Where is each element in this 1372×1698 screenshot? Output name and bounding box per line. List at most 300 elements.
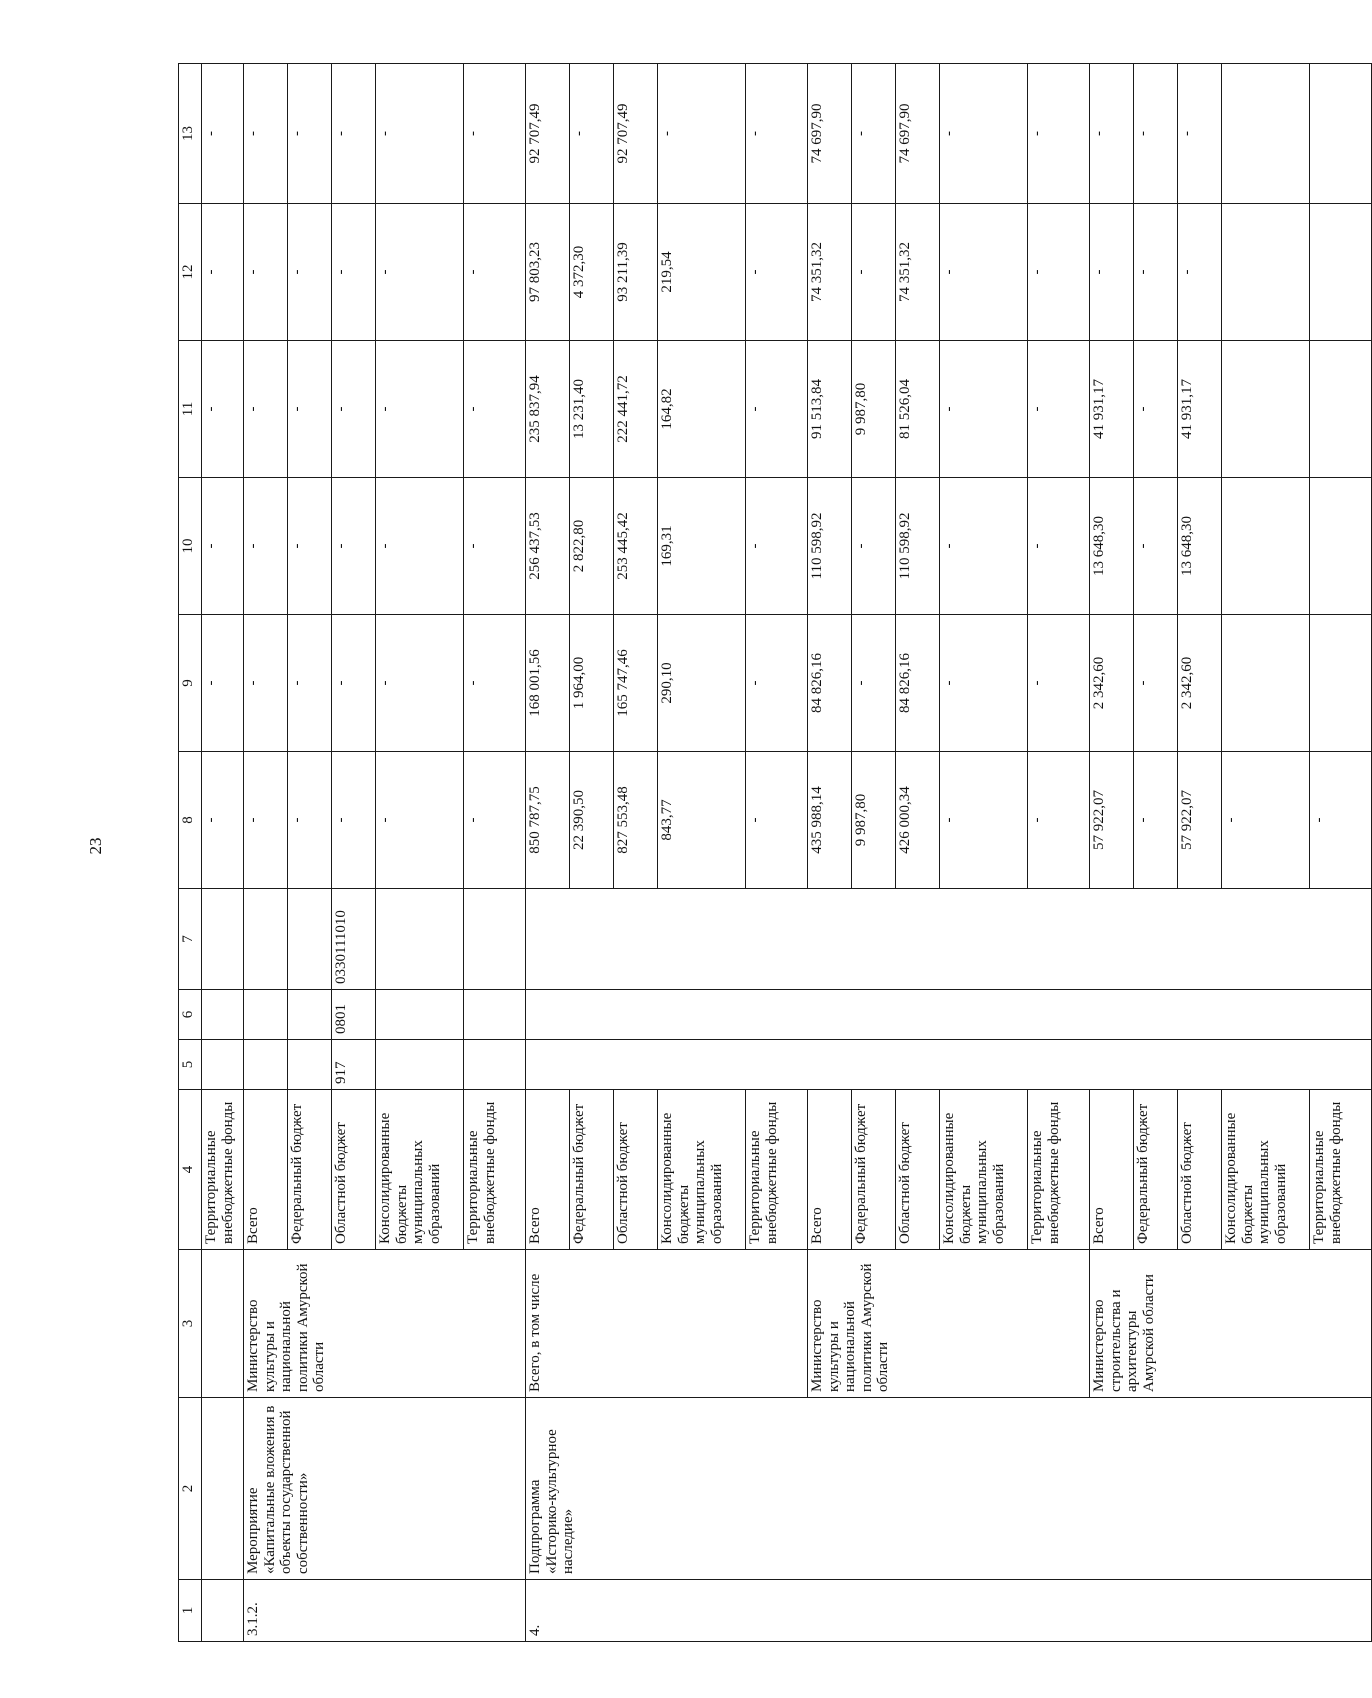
amount-cell xyxy=(658,615,746,752)
amount-cell xyxy=(658,478,746,615)
code-cell xyxy=(202,990,244,1040)
funding-source: Областной бюджет xyxy=(332,1090,376,1250)
amount-value: 164,82 xyxy=(659,388,675,430)
amount-cell xyxy=(746,478,808,615)
amount-value xyxy=(1223,483,1240,609)
amount-cell xyxy=(1178,478,1222,615)
column-number: 12 xyxy=(179,204,202,341)
amount-value: - xyxy=(333,406,349,412)
amount-cell xyxy=(1090,204,1134,341)
amount-cell xyxy=(244,478,288,615)
page-number: 23 xyxy=(86,837,105,855)
code-csr xyxy=(464,889,526,990)
funding-source: Консолидированные бюджеты муниципальных образований xyxy=(658,1090,746,1250)
amount-value: 13 648,30 xyxy=(1091,516,1107,576)
amount-cell xyxy=(202,478,244,615)
amount-value: 57 922,07 xyxy=(1179,790,1195,850)
amount-value: 74 351,32 xyxy=(809,242,825,302)
amount-cell xyxy=(1090,615,1134,752)
amount-value: - xyxy=(289,680,305,686)
amount-cell xyxy=(1310,341,1372,478)
amount-value: - xyxy=(1179,269,1195,275)
amount-cell xyxy=(614,64,658,204)
amount-cell xyxy=(244,204,288,341)
code-csr xyxy=(376,889,464,990)
amount-value: - xyxy=(747,269,763,275)
funding-source: Территориальные внебюджетные фонды xyxy=(1310,1090,1372,1250)
amount-value: 91 513,84 xyxy=(809,379,825,439)
amount-value: - xyxy=(289,406,305,412)
amount-cell xyxy=(1178,752,1222,889)
amount-cell xyxy=(332,204,376,341)
amount-cell xyxy=(852,64,896,204)
amount-value: - xyxy=(1223,817,1239,823)
amount-cell xyxy=(614,752,658,889)
amount-cell xyxy=(526,341,570,478)
column-number: 9 xyxy=(179,615,202,752)
amount-value: - xyxy=(853,680,869,686)
amount-value: 110 598,92 xyxy=(809,512,825,580)
amount-cell xyxy=(1310,204,1372,341)
amount-cell xyxy=(896,478,940,615)
amount-cell xyxy=(288,478,332,615)
funding-source: Территориальные внебюджетные фонды xyxy=(746,1090,808,1250)
funding-source: Федеральный бюджет xyxy=(852,1090,896,1250)
amount-value: - xyxy=(941,680,957,686)
table-row xyxy=(202,64,244,1642)
amount-cell xyxy=(202,341,244,478)
amount-value: - xyxy=(203,680,219,686)
amount-value xyxy=(1223,346,1240,472)
amount-value: - xyxy=(289,131,305,136)
amount-value: - xyxy=(571,131,587,136)
amount-value: - xyxy=(1029,131,1045,136)
amount-cell xyxy=(1028,752,1090,889)
amount-cell xyxy=(1222,752,1310,889)
amount-value: - xyxy=(203,543,219,549)
amount-value: 84 826,16 xyxy=(897,653,913,713)
amount-value: - xyxy=(1135,817,1151,823)
amount-value: 22 390,50 xyxy=(571,790,587,850)
amount-cell xyxy=(1090,478,1134,615)
amount-value: - xyxy=(333,131,349,136)
amount-cell xyxy=(464,341,526,478)
code-rzpr xyxy=(244,990,288,1040)
amount-cell xyxy=(1222,204,1310,341)
amount-cell xyxy=(746,615,808,752)
amount-cell xyxy=(1310,752,1372,889)
amount-cell xyxy=(808,341,852,478)
amount-cell xyxy=(746,341,808,478)
amount-value: 235 837,94 xyxy=(527,375,543,443)
amount-value: - xyxy=(1029,543,1045,549)
code-cell xyxy=(526,889,1372,990)
amount-cell xyxy=(1028,478,1090,615)
amount-value: - xyxy=(377,680,393,686)
amount-cell xyxy=(376,615,464,752)
code-csr: 0330111010 xyxy=(332,889,376,990)
amount-cell xyxy=(808,615,852,752)
amount-cell xyxy=(526,64,570,204)
column-number: 3 xyxy=(179,1250,202,1398)
amount-value: - xyxy=(377,817,393,823)
amount-value: - xyxy=(747,406,763,412)
amount-cell xyxy=(1134,341,1178,478)
amount-value xyxy=(1311,620,1328,746)
amount-cell xyxy=(570,204,614,341)
amount-value: - xyxy=(465,131,481,136)
amount-value: 168 001,56 xyxy=(527,649,543,717)
amount-cell xyxy=(1178,615,1222,752)
table-row xyxy=(526,64,570,1642)
amount-value: 426 000,34 xyxy=(897,786,913,854)
amount-value: - xyxy=(203,131,219,136)
amount-value: - xyxy=(1029,269,1045,275)
amount-cell xyxy=(1028,204,1090,341)
name-cell xyxy=(202,1398,244,1580)
amount-value: 222 441,72 xyxy=(615,375,631,443)
code-cell xyxy=(202,889,244,990)
amount-cell xyxy=(658,752,746,889)
amount-cell xyxy=(940,615,1028,752)
amount-value: 57 922,07 xyxy=(1091,790,1107,850)
code-rzpr xyxy=(376,990,464,1040)
amount-value: - xyxy=(465,269,481,275)
amount-cell xyxy=(376,204,464,341)
amount-value: - xyxy=(1135,680,1151,686)
amount-cell xyxy=(570,64,614,204)
amount-value: - xyxy=(1135,131,1151,136)
amount-value: - xyxy=(1135,543,1151,549)
measure-name: Мероприятие «Капитальные вложения в объекты государственной собственности» xyxy=(244,1398,526,1580)
amount-cell xyxy=(1222,615,1310,752)
code-grbs xyxy=(376,1040,464,1090)
row-number: 3.1.2. xyxy=(244,1580,526,1642)
amount-cell xyxy=(526,204,570,341)
amount-cell xyxy=(746,204,808,341)
column-number: 11 xyxy=(179,341,202,478)
column-number: 8 xyxy=(179,752,202,889)
amount-value: - xyxy=(289,817,305,823)
amount-cell xyxy=(940,341,1028,478)
amount-cell xyxy=(896,204,940,341)
amount-cell xyxy=(808,64,852,204)
amount-cell xyxy=(940,204,1028,341)
amount-cell xyxy=(896,615,940,752)
amount-value: - xyxy=(1135,406,1151,412)
code-rzpr: 0801 xyxy=(332,990,376,1040)
amount-value: - xyxy=(377,131,393,136)
amount-cell xyxy=(332,341,376,478)
funding-source: Территориальные внебюджетные фонды xyxy=(1028,1090,1090,1250)
amount-value: 9 987,80 xyxy=(853,382,869,436)
amount-cell xyxy=(202,752,244,889)
amount-value: - xyxy=(941,269,957,275)
amount-cell xyxy=(808,478,852,615)
amount-cell xyxy=(376,478,464,615)
amount-cell xyxy=(244,752,288,889)
amount-value: 74 697,90 xyxy=(897,103,913,164)
subprogram-name: Подпрограмма «Историко-культурное наследие» xyxy=(526,1398,1372,1580)
amount-value: 253 445,42 xyxy=(615,512,631,580)
amount-cell xyxy=(614,615,658,752)
amount-value: - xyxy=(245,406,261,412)
funding-source: Федеральный бюджет xyxy=(570,1090,614,1250)
amount-value: 843,77 xyxy=(659,799,675,841)
amount-value: 13 231,40 xyxy=(571,379,587,439)
amount-cell xyxy=(570,752,614,889)
amount-cell xyxy=(526,478,570,615)
amount-value: 2 342,60 xyxy=(1179,656,1195,710)
funding-source: Всего xyxy=(526,1090,570,1250)
amount-cell xyxy=(526,752,570,889)
amount-value: 256 437,53 xyxy=(527,512,543,580)
amount-value: 290,10 xyxy=(659,662,675,704)
funding-source: Всего xyxy=(1090,1090,1134,1250)
amount-cell xyxy=(1134,64,1178,204)
amount-cell xyxy=(808,752,852,889)
amount-cell xyxy=(1178,341,1222,478)
executor-name: Министерство строительства и архитектуры Амурской области xyxy=(1090,1250,1372,1398)
code-grbs xyxy=(244,1040,288,1090)
amount-value: - xyxy=(1029,680,1045,686)
amount-value: - xyxy=(245,543,261,549)
amount-value: - xyxy=(377,269,393,275)
amount-cell xyxy=(464,752,526,889)
amount-cell xyxy=(244,64,288,204)
amount-cell xyxy=(202,64,244,204)
amount-value: - xyxy=(203,269,219,275)
funding-source: Консолидированные бюджеты муниципальных образований xyxy=(376,1090,464,1250)
amount-cell xyxy=(1134,204,1178,341)
amount-value: - xyxy=(1311,817,1327,823)
amount-value: - xyxy=(377,543,393,549)
amount-value: - xyxy=(333,269,349,275)
amount-cell xyxy=(614,204,658,341)
column-number-row xyxy=(179,64,202,1642)
amount-cell xyxy=(896,64,940,204)
amount-cell xyxy=(746,752,808,889)
executor-name: Министерство культуры и национальной политики Амурской области xyxy=(808,1250,1090,1398)
code-grbs xyxy=(288,1040,332,1090)
amount-value: - xyxy=(747,543,763,549)
amount-cell xyxy=(1222,64,1310,204)
amount-value: - xyxy=(465,406,481,412)
amount-value: 97 803,23 xyxy=(527,242,543,302)
amount-cell xyxy=(288,752,332,889)
amount-cell xyxy=(202,615,244,752)
amount-value: - xyxy=(853,269,869,275)
amount-value xyxy=(1311,483,1328,609)
amount-cell xyxy=(1090,752,1134,889)
amount-cell xyxy=(376,752,464,889)
amount-value: 81 526,04 xyxy=(897,379,913,439)
amount-value: - xyxy=(941,406,957,412)
amount-value: - xyxy=(747,131,763,136)
executor-name: Всего, в том числе xyxy=(526,1250,808,1398)
budget-table xyxy=(178,63,1372,1642)
amount-cell xyxy=(526,615,570,752)
funding-source: Территориальные внебюджетные фонды xyxy=(464,1090,526,1250)
amount-cell xyxy=(464,478,526,615)
amount-value: 92 707,49 xyxy=(615,103,631,164)
code-csr xyxy=(288,889,332,990)
amount-cell xyxy=(1090,341,1134,478)
amount-value: - xyxy=(203,817,219,823)
column-number: 10 xyxy=(179,478,202,615)
amount-cell xyxy=(896,341,940,478)
executor-name: Министерство культуры и национальной политики Амурской области xyxy=(244,1250,526,1398)
amount-cell xyxy=(288,204,332,341)
amount-value: - xyxy=(333,817,349,823)
amount-cell xyxy=(940,752,1028,889)
amount-value xyxy=(1311,346,1328,472)
amount-value: - xyxy=(941,817,957,823)
column-number: 7 xyxy=(179,889,202,990)
amount-value: - xyxy=(747,680,763,686)
amount-value: 165 747,46 xyxy=(615,649,631,717)
amount-cell xyxy=(746,64,808,204)
amount-cell xyxy=(852,615,896,752)
amount-cell xyxy=(1134,615,1178,752)
row-number-cell xyxy=(202,1580,244,1642)
amount-cell xyxy=(614,341,658,478)
funding-source: Федеральный бюджет xyxy=(1134,1090,1178,1250)
amount-cell xyxy=(332,615,376,752)
amount-value: - xyxy=(333,680,349,686)
amount-cell xyxy=(1310,615,1372,752)
amount-cell xyxy=(464,204,526,341)
amount-value: - xyxy=(245,817,261,823)
amount-value: 2 822,80 xyxy=(571,519,587,573)
amount-cell xyxy=(852,752,896,889)
amount-value: - xyxy=(1091,131,1107,136)
amount-value: - xyxy=(289,543,305,549)
code-cell xyxy=(526,990,1372,1040)
funding-source: Территориальные внебюджетные фонды xyxy=(202,1090,244,1250)
amount-value: 9 987,80 xyxy=(853,793,869,847)
amount-value: 84 826,16 xyxy=(809,653,825,713)
amount-cell xyxy=(376,64,464,204)
amount-cell xyxy=(1222,341,1310,478)
amount-cell xyxy=(1090,64,1134,204)
amount-value: 4 372,30 xyxy=(571,245,587,299)
amount-value: - xyxy=(853,543,869,549)
amount-cell xyxy=(1310,478,1372,615)
amount-cell xyxy=(658,204,746,341)
amount-cell xyxy=(570,341,614,478)
amount-value: 1 964,00 xyxy=(571,656,587,710)
amount-value: 41 931,17 xyxy=(1179,379,1195,439)
code-cell xyxy=(526,1040,1372,1090)
amount-cell xyxy=(1028,341,1090,478)
amount-value xyxy=(1223,69,1240,198)
amount-value: - xyxy=(465,543,481,549)
amount-cell xyxy=(940,478,1028,615)
row-number: 4. xyxy=(526,1580,1372,1642)
amount-cell xyxy=(288,615,332,752)
amount-cell xyxy=(570,478,614,615)
amount-value xyxy=(1223,209,1240,335)
amount-cell xyxy=(244,341,288,478)
amount-cell xyxy=(852,204,896,341)
amount-value: 13 648,30 xyxy=(1179,516,1195,576)
amount-value: 2 342,60 xyxy=(1091,656,1107,710)
code-rzpr xyxy=(288,990,332,1040)
column-number: 1 xyxy=(179,1580,202,1642)
column-number: 6 xyxy=(179,990,202,1040)
amount-value: - xyxy=(289,269,305,275)
amount-cell xyxy=(940,64,1028,204)
amount-value: - xyxy=(1091,269,1107,275)
amount-value: - xyxy=(333,543,349,549)
funding-source: Всего xyxy=(244,1090,288,1250)
funding-source: Областной бюджет xyxy=(614,1090,658,1250)
executor-cell xyxy=(202,1250,244,1398)
amount-cell xyxy=(658,64,746,204)
amount-cell xyxy=(332,752,376,889)
amount-value: - xyxy=(747,817,763,823)
amount-cell xyxy=(288,64,332,204)
amount-cell xyxy=(614,478,658,615)
amount-value: - xyxy=(465,817,481,823)
amount-cell xyxy=(852,341,896,478)
code-csr xyxy=(244,889,288,990)
amount-value xyxy=(1311,69,1328,198)
amount-cell xyxy=(852,478,896,615)
amount-cell xyxy=(1178,204,1222,341)
amount-value: - xyxy=(465,680,481,686)
column-number: 4 xyxy=(179,1090,202,1250)
amount-value: - xyxy=(245,680,261,686)
amount-cell xyxy=(332,64,376,204)
amount-value: - xyxy=(941,543,957,549)
amount-cell xyxy=(808,204,852,341)
amount-value: 827 553,48 xyxy=(615,786,631,854)
amount-value: 74 351,32 xyxy=(897,242,913,302)
funding-source: Консолидированные бюджеты муниципальных образований xyxy=(940,1090,1028,1250)
code-rzpr xyxy=(464,990,526,1040)
code-grbs: 917 xyxy=(332,1040,376,1090)
amount-cell xyxy=(376,341,464,478)
funding-source: Консолидированные бюджеты муниципальных образований xyxy=(1222,1090,1310,1250)
amount-value: - xyxy=(245,269,261,275)
amount-value: 110 598,92 xyxy=(897,512,913,580)
amount-cell xyxy=(658,341,746,478)
table-body xyxy=(202,64,1372,1642)
amount-value: 219,54 xyxy=(659,251,675,293)
column-number: 5 xyxy=(179,1040,202,1090)
amount-value xyxy=(1223,620,1240,746)
amount-value: 169,31 xyxy=(659,525,675,567)
amount-value: 92 707,49 xyxy=(527,103,543,164)
amount-value: 435 988,14 xyxy=(809,786,825,854)
amount-cell xyxy=(288,341,332,478)
amount-cell xyxy=(1028,64,1090,204)
funding-source: Областной бюджет xyxy=(1178,1090,1222,1250)
code-cell xyxy=(202,1040,244,1090)
amount-cell xyxy=(464,64,526,204)
amount-value: 850 787,75 xyxy=(527,786,543,854)
amount-cell xyxy=(896,752,940,889)
funding-source: Областной бюджет xyxy=(896,1090,940,1250)
code-grbs xyxy=(464,1040,526,1090)
amount-cell xyxy=(1222,478,1310,615)
amount-value: - xyxy=(1029,406,1045,412)
funding-source: Всего xyxy=(808,1090,852,1250)
amount-value: - xyxy=(377,406,393,412)
column-number: 13 xyxy=(179,64,202,204)
